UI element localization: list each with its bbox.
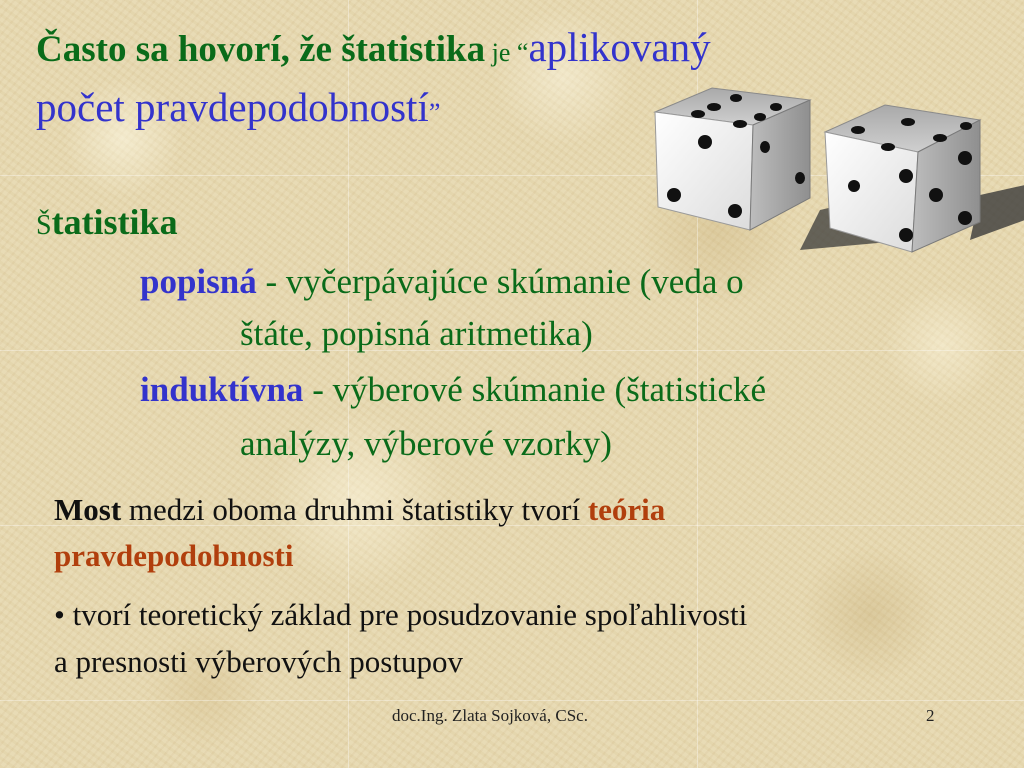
bridge-theory: teória	[587, 492, 666, 527]
footer-page-number: 2	[926, 706, 935, 725]
bridge-most: Most	[54, 492, 122, 527]
dice-illustration	[650, 80, 1024, 260]
footer-author: doc.Ing. Zlata Sojková, CSc.	[392, 706, 588, 725]
inductive-statistics-line2: analýzy, výberové vzorky)	[240, 424, 612, 463]
slide-title-line1	[36, 24, 711, 72]
descriptive-dash: -	[256, 262, 286, 301]
slide-title-line2	[36, 84, 440, 131]
inductive-description: výberové skúmanie (štatistické	[332, 370, 767, 409]
grid-line	[0, 700, 1024, 701]
bullet-point-line2: a presnosti výberových postupov	[54, 644, 463, 679]
descriptive-term: popisná	[140, 262, 257, 301]
statistics-heading-text: tatistika	[51, 202, 178, 242]
descriptive-statistics-line1	[140, 262, 744, 302]
statistics-heading	[36, 202, 178, 243]
inductive-dash: -	[303, 370, 333, 409]
title-close-quote: ”	[428, 98, 441, 127]
descriptive-description: vyčerpávajúce skúmanie (veda o	[285, 262, 744, 301]
statistics-heading-prefix: Š	[36, 210, 52, 241]
die-left	[655, 88, 810, 230]
title-statement: Často sa hovorí, že štatistika	[36, 29, 486, 70]
inductive-statistics-line1	[140, 370, 766, 410]
title-highlight-probability: počet pravdepodobností	[36, 84, 429, 130]
bridge-text: medzi oboma druhmi štatistiky tvorí	[121, 492, 588, 527]
inductive-term: induktívna	[140, 370, 304, 409]
descriptive-statistics-line2: štáte, popisná aritmetika)	[240, 314, 593, 353]
bridge-sentence-line1	[54, 492, 665, 528]
die-right	[825, 105, 980, 252]
bullet-point-line1: • tvorí teoretický základ pre posudzovanie spoľahlivosti	[54, 597, 748, 632]
title-je: je “	[485, 38, 529, 67]
title-highlight-applied: aplikovaný	[528, 24, 711, 70]
bridge-sentence-line2: pravdepodobnosti	[54, 538, 294, 573]
